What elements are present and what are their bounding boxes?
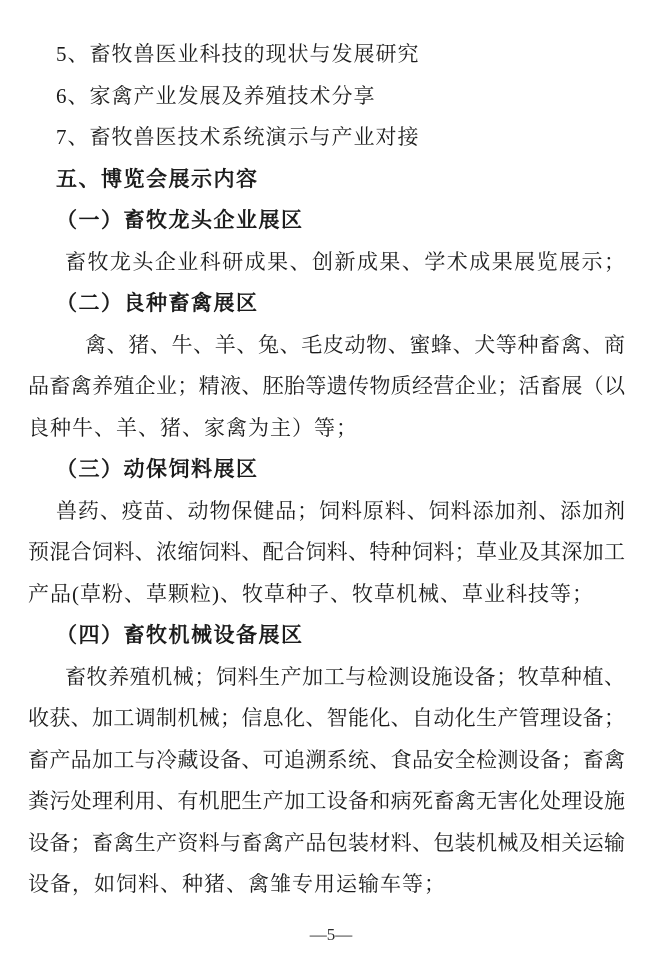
subsection-1-body-line: 畜牧龙头企业科研成果、创新成果、学术成果展览展示； bbox=[65, 249, 625, 274]
subsection-2-heading: （二）良种畜禽展区 bbox=[56, 292, 259, 315]
list-item-6: 6、家禽产业发展及养殖技术分享 bbox=[56, 83, 376, 108]
subsection-4-body-line-2: 收获、加工调制机械；信息化、智能化、自动化生产管理设备； bbox=[28, 706, 625, 730]
document-page bbox=[28, 34, 625, 906]
subsection-4-body-line-1: 畜牧养殖机械；饲料生产加工与检测设施设备；牧草种植、 bbox=[65, 664, 625, 689]
subsection-4-body-line-6: 设备，如饲料、种猪、禽雏专用运输车等； bbox=[28, 872, 446, 896]
subsection-2-body-line-1: 禽、猪、牛、羊、兔、毛皮动物、蜜蜂、犬等种畜禽、商 bbox=[85, 332, 625, 357]
list-item-5: 5、畜牧兽医业科技的现状与发展研究 bbox=[56, 42, 420, 66]
subsection-2-body-line-3: 良种牛、羊、猪、家禽为主）等； bbox=[28, 415, 358, 440]
list-item-7: 7、畜牧兽医技术系统演示与产业对接 bbox=[56, 125, 420, 149]
subsection-3-body-line-2: 预混合饲料、浓缩饲料、配合饲料、特种饲料；草业及其深加工 bbox=[28, 540, 625, 564]
subsection-4-body-line-3: 畜产品加工与冷藏设备、可追溯系统、食品安全检测设备；畜禽 bbox=[28, 747, 625, 772]
subsection-3-heading: （三）动保饲料展区 bbox=[56, 458, 259, 481]
subsection-4-body-line-5: 设备；畜禽生产资料与畜禽产品包装材料、包装机械及相关运输 bbox=[28, 830, 625, 855]
section-5-heading: 五、博览会展示内容 bbox=[56, 167, 259, 191]
subsection-1-heading: （一）畜牧龙头企业展区 bbox=[56, 209, 304, 232]
subsection-3-body-line-1: 兽药、疫苗、动物保健品；饲料原料、饲料添加剂、添加剂 bbox=[56, 498, 625, 523]
subsection-4-body-line-4: 粪污处理利用、有机肥生产加工设备和病死畜禽无害化处理设施 bbox=[28, 789, 625, 813]
subsection-4-heading: （四）畜牧机械设备展区 bbox=[56, 624, 304, 647]
subsection-2-body-line-2: 品畜禽养殖企业；精液、胚胎等遗传物质经营企业；活畜展（以 bbox=[28, 374, 625, 398]
page-number: —5— bbox=[309, 925, 353, 944]
subsection-3-body-line-3: 产品(草粉、草颗粒)、牧草种子、牧草机械、草业科技等； bbox=[28, 581, 594, 606]
